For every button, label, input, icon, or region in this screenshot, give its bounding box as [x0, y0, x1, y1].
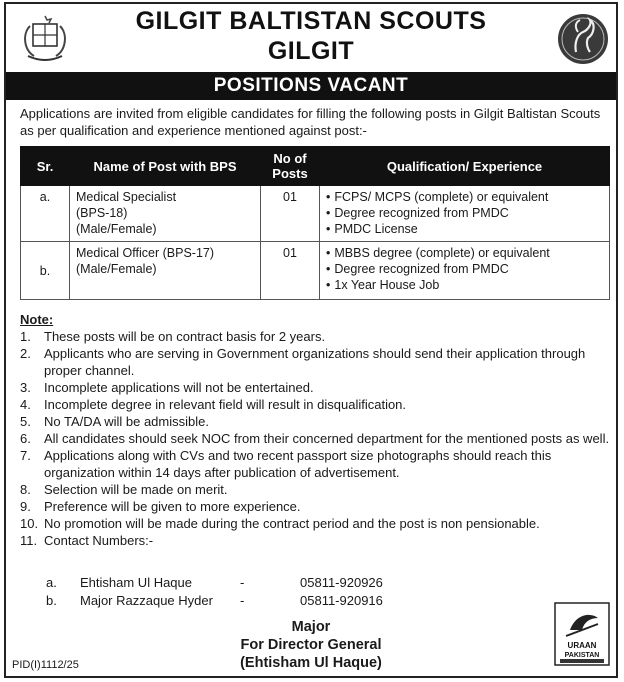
scouts-markhor-emblem-icon — [556, 12, 610, 66]
signature-block — [6, 618, 616, 672]
contact-dash: - — [240, 593, 245, 608]
qualification-item: • PMDC License — [326, 221, 603, 237]
list-item — [20, 413, 610, 430]
list-item — [20, 498, 610, 515]
qualification-item: • Degree recognized from PMDC — [326, 205, 603, 221]
note-text: No TA/DA will be admissible. — [44, 414, 209, 429]
contact-letter: b. — [46, 593, 57, 608]
advertisement — [4, 2, 618, 678]
contact-letter: a. — [46, 575, 57, 590]
note-number: 2. — [20, 346, 31, 361]
note-number: 10. — [20, 516, 39, 531]
qualification-item: • FCPS/ MCPS (complete) or equivalent — [326, 189, 603, 205]
contact-list — [46, 574, 383, 610]
list-item — [20, 447, 610, 481]
contact-phone: 05811-920926 — [300, 575, 383, 590]
note-number: 4. — [20, 397, 31, 412]
contact-dash: - — [240, 575, 245, 590]
note-text: Applicants who are serving in Government organizations should send their application through proper channel. — [44, 346, 586, 378]
contact-row — [46, 574, 383, 592]
note-number: 5. — [20, 414, 31, 429]
list-item — [20, 379, 610, 396]
table-row — [21, 242, 610, 300]
row-qualification — [320, 242, 610, 300]
note-text: Incomplete degree in relevant field will result in disqualification. — [44, 397, 407, 412]
post-name-line: (Male/Female) — [76, 262, 157, 276]
list-item — [20, 328, 610, 345]
row-posts-count: 01 — [261, 242, 320, 300]
header — [6, 4, 616, 72]
list-item — [20, 515, 610, 532]
row-qualification — [320, 186, 610, 242]
pid-reference: PID(I)1112/25 — [12, 659, 79, 671]
signature-title: For Director General — [240, 637, 382, 653]
column-header-qualification: Qualification/ Experience — [320, 147, 610, 186]
list-item — [20, 430, 610, 447]
note-text: Applications along with CVs and two recent passport size photographs should reach this organization within 14 days after publication of advertisement. — [44, 448, 552, 480]
row-post-name — [70, 242, 261, 300]
column-header-posts-line1: No of — [273, 151, 307, 166]
list-item — [20, 481, 610, 498]
notes-heading: Note: — [20, 312, 54, 327]
page-title: GILGIT BALTISTAN SCOUTS — [135, 7, 487, 35]
row-sr: b. — [21, 242, 70, 300]
signature-name: (Ehtisham Ul Haque) — [240, 655, 382, 671]
column-header-posts — [261, 147, 320, 186]
post-name-line: Medical Officer (BPS-17) — [76, 246, 215, 260]
row-sr: a. — [21, 186, 70, 242]
logo-text-line1: URAAN — [567, 641, 597, 650]
qualification-item: • MBBS degree (complete) or equivalent — [326, 245, 603, 261]
list-item — [20, 345, 610, 379]
notes-list — [20, 328, 610, 549]
note-text: All candidates should seek NOC from their concerned department for the mentioned posts as well. — [44, 431, 610, 446]
note-number: 3. — [20, 380, 31, 395]
post-name-line: (BPS-18) — [76, 206, 128, 220]
contact-phone: 05811-920916 — [300, 593, 383, 608]
page-subtitle: GILGIT — [267, 37, 355, 65]
note-text: Selection will be made on merit. — [44, 482, 228, 497]
list-item — [20, 396, 610, 413]
signature-rank: Major — [291, 619, 331, 635]
note-number: 1. — [20, 329, 31, 344]
qualification-item: • Degree recognized from PMDC — [326, 261, 603, 277]
note-number: 7. — [20, 448, 31, 463]
post-name-line: Medical Specialist — [76, 190, 177, 204]
contact-name: Major Razzaque Hyder — [80, 593, 213, 608]
section-banner: POSITIONS VACANT — [6, 72, 616, 100]
note-text: No promotion will be made during the contract period and the post is non pensionable. — [44, 516, 540, 531]
column-header-sr: Sr. — [21, 147, 70, 186]
note-text: Contact Numbers:- — [44, 533, 154, 548]
note-text: These posts will be on contract basis for 2 years. — [44, 329, 326, 344]
row-posts-count: 01 — [261, 186, 320, 242]
note-text: Preference will be given to more experience. — [44, 499, 301, 514]
row-post-name — [70, 186, 261, 242]
intro-paragraph: Applications are invited from eligible candidates for filling the following posts in Gilgit Baltistan Scouts as per qualification and experience mentioned against post:- — [20, 106, 601, 138]
note-text: Incomplete applications will not be entertained. — [44, 380, 314, 395]
note-number: 8. — [20, 482, 31, 497]
table-row — [21, 186, 610, 242]
table-header-row — [21, 147, 610, 186]
note-number: 6. — [20, 431, 31, 446]
contact-row — [46, 592, 383, 610]
positions-table — [20, 146, 610, 300]
column-header-posts-line2: Posts — [272, 166, 308, 181]
contact-name: Ehtisham Ul Haque — [80, 575, 192, 590]
note-number: 11. — [20, 533, 38, 548]
post-name-line: (Male/Female) — [76, 222, 157, 236]
note-number: 9. — [20, 499, 31, 514]
qualification-item: • 1x Year House Job — [326, 277, 603, 293]
column-header-name: Name of Post with BPS — [70, 147, 261, 186]
uraan-pakistan-logo — [554, 602, 610, 666]
logo-text-line2: PAKISTAN — [564, 652, 600, 659]
list-item — [20, 532, 610, 549]
